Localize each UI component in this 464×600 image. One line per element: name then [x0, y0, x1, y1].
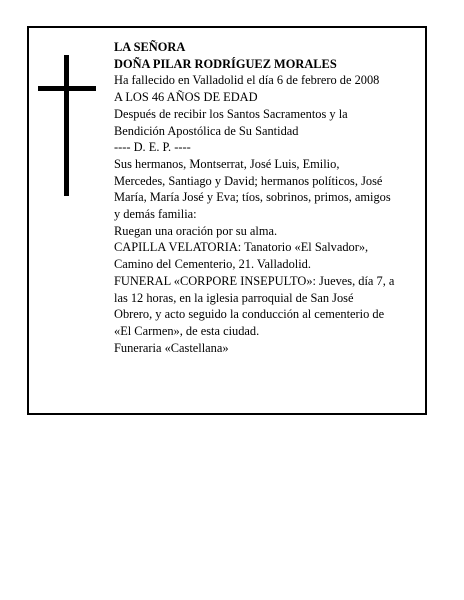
funeral-home: Funeraria «Castellana» — [114, 340, 229, 355]
chapel-paragraph — [114, 239, 426, 272]
funeral-paragraph — [114, 273, 426, 340]
funeral-line: Obrero, y acto seguido la conducción al cementerio de — [114, 307, 385, 322]
age-statement: A LOS 46 AÑOS DE EDAD — [114, 90, 258, 105]
cross-horizontal-bar — [38, 86, 96, 91]
rip-line: ---- D. E. P. ---- — [114, 140, 191, 155]
chapel-line: CAPILLA VELATORIA: Tanatorio «El Salvador», — [114, 240, 369, 255]
prayer-request: Ruegan una oración por su alma. — [114, 223, 278, 238]
funeral-line: «El Carmen», de esta ciudad. — [114, 323, 260, 338]
death-statement: Ha fallecido en Valladolid el día 6 de febrero de 2008 — [114, 73, 380, 88]
cross-vertical-bar — [64, 55, 69, 196]
chapel-line: Camino del Cementerio, 21. Valladolid. — [114, 257, 311, 272]
sacraments-line: Bendición Apostólica de Su Santidad — [114, 123, 299, 138]
sacraments-line: Después de recibir los Santos Sacramentos y la — [114, 106, 348, 121]
family-line: Sus hermanos, Montserrat, José Luis, Emilio, — [114, 156, 340, 171]
funeral-line: FUNERAL «CORPORE INSEPULTO»: Jueves, día 7, a — [114, 273, 395, 288]
family-line: Mercedes, Santiago y David; hermanos políticos, José — [114, 173, 383, 188]
cross-icon — [38, 55, 98, 196]
deceased-name: DOÑA PILAR RODRÍGUEZ MORALES — [114, 56, 337, 71]
obituary-text — [114, 39, 426, 356]
family-line: y demás familia: — [114, 207, 197, 222]
sacraments-paragraph — [114, 106, 426, 139]
funeral-line: las 12 horas, en la iglesia parroquial de San José — [114, 290, 354, 305]
notice-title: LA SEÑORA — [114, 40, 186, 54]
family-paragraph — [114, 156, 426, 223]
family-line: María, María José y Eva; tíos, sobrinos, primos, amigos — [114, 190, 391, 205]
